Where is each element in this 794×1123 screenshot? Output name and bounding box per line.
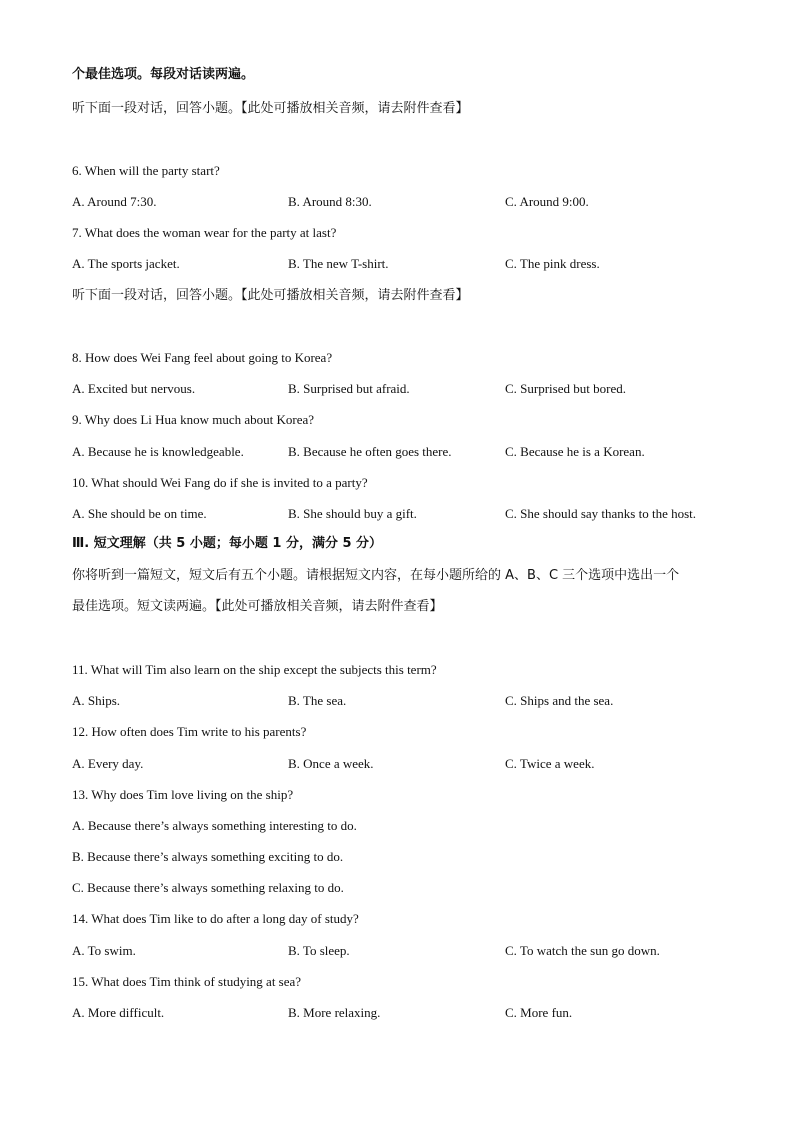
q14-option-b: B. To sleep. — [288, 943, 350, 958]
q6-option-a: A. Around 7:30. — [72, 194, 157, 209]
q13-option-a: A. Because there’s always something interesting to do. — [72, 818, 357, 833]
q15-option-a: A. More difficult. — [72, 1005, 165, 1020]
q9-option-a: A. Because he is knowledgeable. — [72, 444, 244, 459]
question-8: 8. How does Wei Fang feel about going to Korea? — [72, 350, 333, 365]
question-14: 14. What does Tim like to do after a long day of study? — [72, 911, 359, 926]
q14-option-a: A. To swim. — [72, 943, 136, 958]
q8-option-a: A. Excited but nervous. — [72, 381, 196, 396]
q7-option-a: A. The sports jacket. — [72, 256, 180, 271]
q12-option-a: A. Every day. — [72, 756, 144, 771]
audio-instruction-2: 听下面一段对话，回答小题。【此处可播放相关音频，请去附件查看】 — [72, 288, 469, 303]
q13-option-c: C. Because there’s always something relaxing to do. — [72, 880, 344, 895]
q7-option-b: B. The new T-shirt. — [288, 256, 389, 271]
q6-option-b: B. Around 8:30. — [288, 194, 372, 209]
q10-option-b: B. She should buy a gift. — [288, 506, 417, 521]
question-15: 15. What does Tim think of studying at sea? — [72, 974, 302, 989]
section-3-instruction-1: 你将听到一篇短文，短文后有五个小题。请根据短文内容，在每小题所给的 A、B、C 三个选项中选出一个 — [72, 568, 680, 583]
q7-option-c: C. The pink dress. — [505, 256, 600, 271]
section-3-instruction-2: 最佳选项。短文读两遍。【此处可播放相关音频，请去附件查看】 — [72, 599, 443, 614]
q13-option-b: B. Because there’s always something exciting to do. — [72, 849, 344, 864]
q9-option-b: B. Because he often goes there. — [288, 444, 452, 459]
question-6: 6. When will the party start? — [72, 163, 220, 178]
audio-instruction-1: 听下面一段对话，回答小题。【此处可播放相关音频，请去附件查看】 — [72, 101, 469, 116]
question-7: 7. What does the woman wear for the party at last? — [72, 225, 337, 240]
q15-option-b: B. More relaxing. — [288, 1005, 381, 1020]
question-12: 12. How often does Tim write to his parents? — [72, 724, 307, 739]
q11-option-c: C. Ships and the sea. — [505, 693, 614, 708]
q8-option-b: B. Surprised but afraid. — [288, 381, 410, 396]
q14-option-c: C. To watch the sun go down. — [505, 943, 660, 958]
question-9: 9. Why does Li Hua know much about Korea? — [72, 412, 315, 427]
q12-option-b: B. Once a week. — [288, 756, 374, 771]
q6-option-c: C. Around 9:00. — [505, 194, 589, 209]
q12-option-c: C. Twice a week. — [505, 756, 595, 771]
q11-option-b: B. The sea. — [288, 693, 347, 708]
q15-option-c: C. More fun. — [505, 1005, 573, 1020]
q11-option-a: A. Ships. — [72, 693, 121, 708]
q9-option-c: C. Because he is a Korean. — [505, 444, 645, 459]
q8-option-c: C. Surprised but bored. — [505, 381, 626, 396]
question-10: 10. What should Wei Fang do if she is invited to a party? — [72, 475, 368, 490]
question-13: 13. Why does Tim love living on the ship? — [72, 787, 294, 802]
q10-option-c: C. She should say thanks to the host. — [505, 506, 697, 521]
section-3-heading: Ⅲ. 短文理解（共 5 小题；每小题 1 分，满分 5 分） — [72, 536, 383, 551]
q10-option-a: A. She should be on time. — [72, 506, 207, 521]
question-11: 11. What will Tim also learn on the ship except the subjects this term? — [72, 662, 437, 677]
intro-line-1: 个最佳选项。每段对话读两遍。 — [72, 67, 255, 82]
